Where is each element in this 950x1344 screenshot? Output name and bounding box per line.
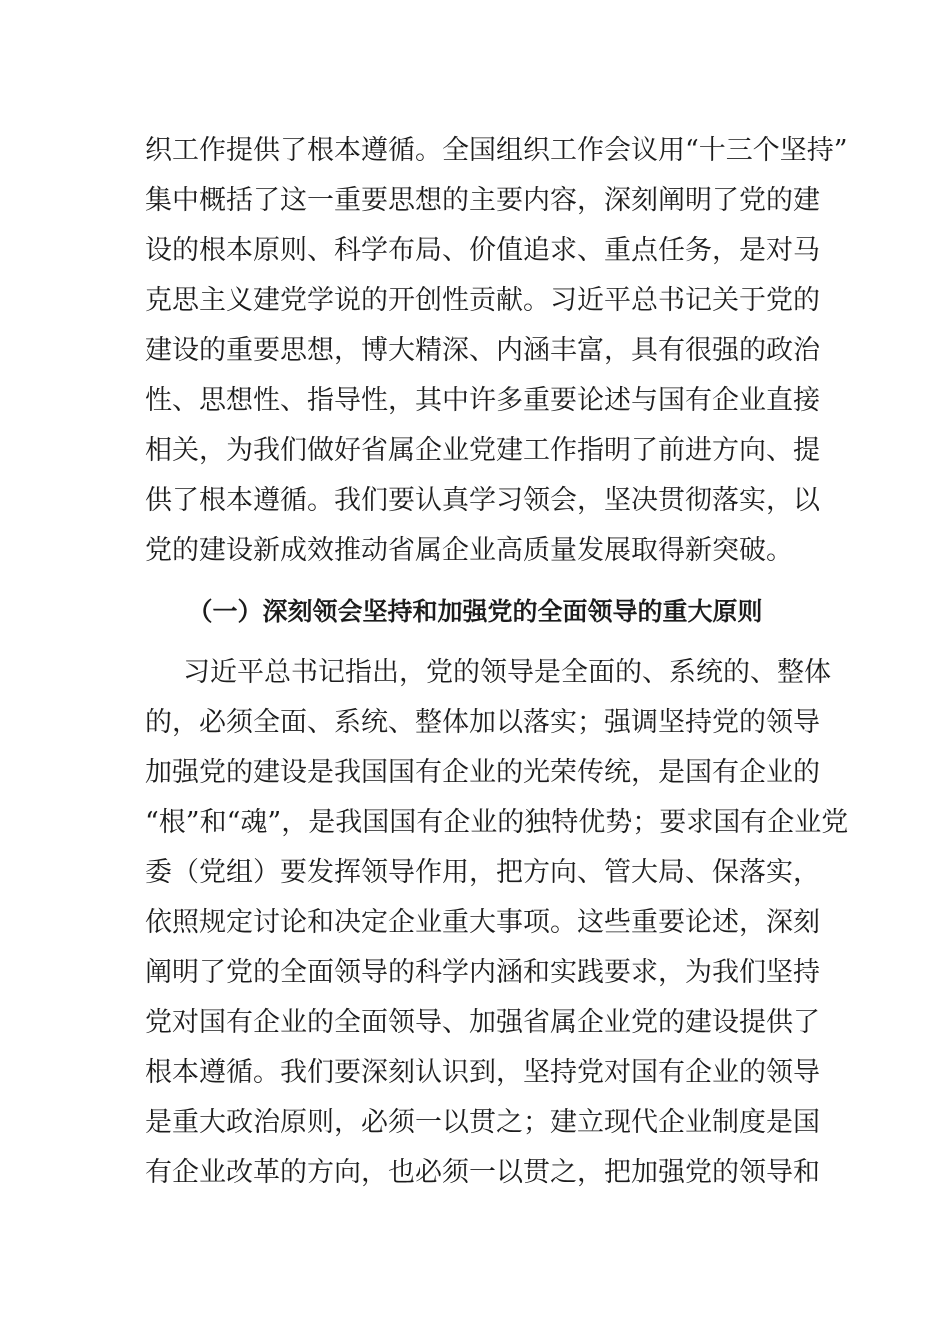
body-text-line: 克思主义建党学说的开创性贡献。习近平总书记关于党的 bbox=[145, 285, 820, 316]
body-text-line: 供了根本遵循。我们要认真学习领会，坚决贯彻落实，以 bbox=[145, 485, 820, 516]
body-text-line: 是重大政治原则，必须一以贯之；建立现代企业制度是国 bbox=[145, 1107, 820, 1138]
body-text-line: 阐明了党的全面领导的科学内涵和实践要求，为我们坚持 bbox=[145, 957, 820, 988]
body-text-line: 织工作提供了根本遵循。全国组织工作会议用“十三个坚持” bbox=[145, 135, 848, 166]
section-heading: （一）深刻领会坚持和加强党的全面领导的重大原则 bbox=[187, 597, 763, 626]
body-text-line: 加强党的建设是我国国有企业的光荣传统，是国有企业的 bbox=[145, 757, 820, 788]
body-text-line: 设的根本原则、科学布局、价值追求、重点任务，是对马 bbox=[145, 235, 820, 266]
body-text-line: 习近平总书记指出，党的领导是全面的、系统的、整体 bbox=[183, 657, 831, 688]
body-text-line: 委（党组）要发挥领导作用，把方向、管大局、保落实， bbox=[145, 857, 820, 888]
body-text-line: 集中概括了这一重要思想的主要内容，深刻阐明了党的建 bbox=[145, 185, 820, 216]
body-text-line: “根”和“魂”，是我国国有企业的独特优势；要求国有企业党 bbox=[145, 807, 849, 838]
body-text-line: 根本遵循。我们要深刻认识到，坚持党对国有企业的领导 bbox=[145, 1057, 820, 1088]
body-text-line: 性、思想性、指导性，其中许多重要论述与国有企业直接 bbox=[145, 385, 820, 416]
body-text-line: 的，必须全面、系统、整体加以落实；强调坚持党的领导 bbox=[145, 707, 820, 738]
body-text-line: 相关，为我们做好省属企业党建工作指明了前进方向、提 bbox=[145, 435, 820, 466]
body-text-line: 建设的重要思想，博大精深、内涵丰富，具有很强的政治 bbox=[145, 335, 820, 366]
body-text-line: 党对国有企业的全面领导、加强省属企业党的建设提供了 bbox=[145, 1007, 820, 1038]
body-text-line: 依照规定讨论和决定企业重大事项。这些重要论述，深刻 bbox=[145, 907, 820, 938]
body-text-line: 有企业改革的方向，也必须一以贯之，把加强党的领导和 bbox=[145, 1157, 820, 1188]
body-text-line: 党的建设新成效推动省属企业高质量发展取得新突破。 bbox=[145, 535, 793, 566]
